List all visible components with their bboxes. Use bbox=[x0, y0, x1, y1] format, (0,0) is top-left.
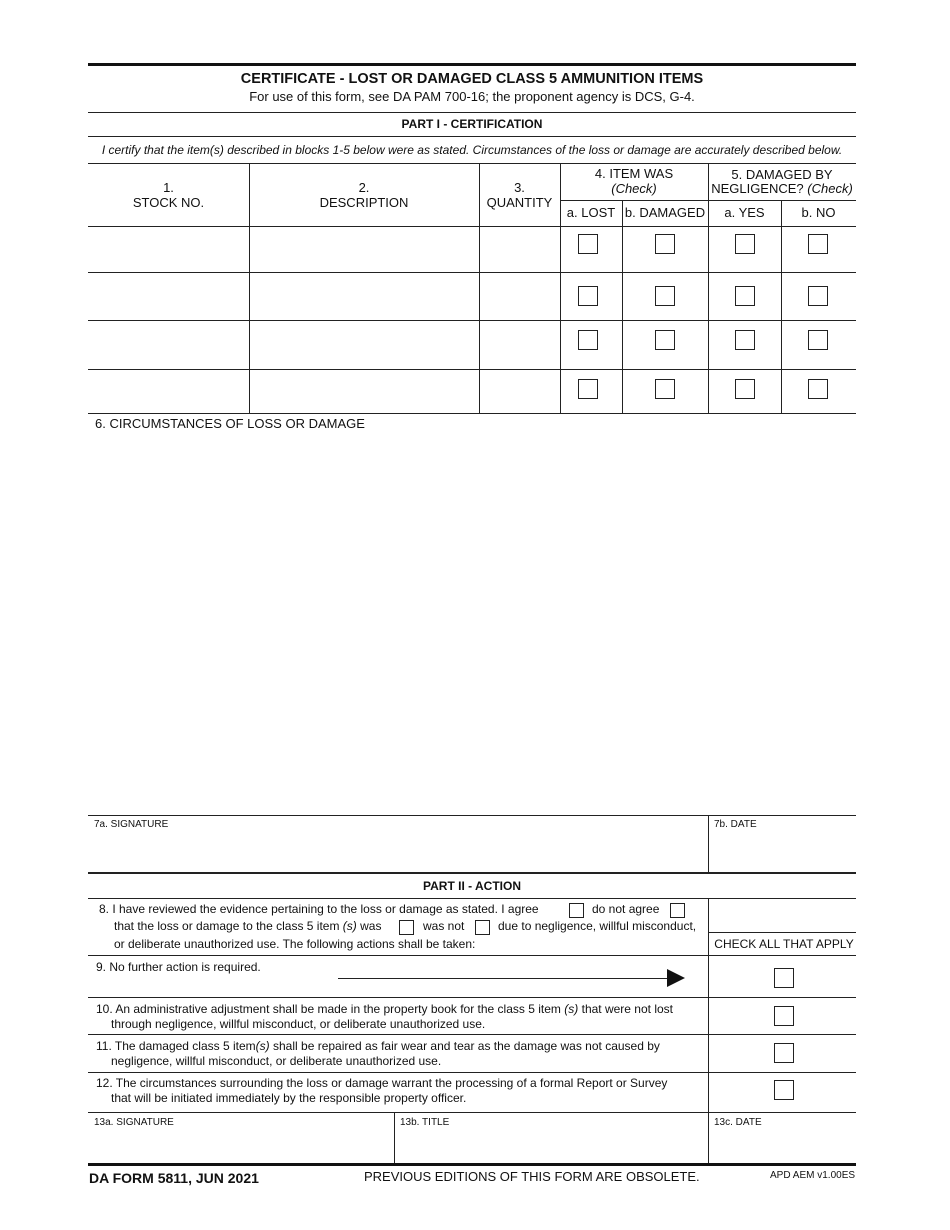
negligence-yes-checkbox-4[interactable] bbox=[735, 379, 755, 399]
lost-checkbox-4[interactable] bbox=[578, 379, 598, 399]
negligence-no-checkbox-3[interactable] bbox=[808, 330, 828, 350]
part2-heading: PART II - ACTION bbox=[423, 879, 521, 893]
report-of-survey-checkbox[interactable] bbox=[774, 1080, 794, 1100]
title-13b-field[interactable] bbox=[395, 1130, 707, 1162]
arrow-right-icon bbox=[667, 969, 687, 987]
damaged-checkbox-1[interactable] bbox=[655, 234, 675, 254]
block9-text: 9. No further action is required. bbox=[96, 960, 261, 974]
negligence-no-checkbox-4[interactable] bbox=[808, 379, 828, 399]
negligence-no-checkbox-2[interactable] bbox=[808, 286, 828, 306]
stock-no-input-3[interactable] bbox=[89, 321, 248, 368]
title-13b-label: 13b. TITLE bbox=[400, 1117, 450, 1128]
quantity-input-1[interactable] bbox=[480, 227, 559, 271]
agree-checkbox[interactable] bbox=[569, 903, 584, 918]
block8-line2a: that the loss or damage to the class 5 item (s) was bbox=[114, 919, 382, 933]
col3-header: 3. QUANTITY bbox=[486, 180, 553, 210]
obsolete-notice: PREVIOUS EDITIONS OF THIS FORM ARE OBSOLETE. bbox=[364, 1169, 700, 1184]
damaged-checkbox-3[interactable] bbox=[655, 330, 675, 350]
block8-line1: 8. I have reviewed the evidence pertaining to the loss or damage as stated. I agree bbox=[99, 902, 539, 916]
lost-checkbox-3[interactable] bbox=[578, 330, 598, 350]
description-input-1[interactable] bbox=[250, 227, 478, 271]
form-title: CERTIFICATE - LOST OR DAMAGED CLASS 5 AMMUNITION ITEMS bbox=[240, 71, 704, 87]
signature-13a-field[interactable] bbox=[89, 1130, 393, 1162]
block12-text: 12. The circumstances surrounding the loss or damage warrant the processing of a formal Report or Survey that will be initiated immediately by the responsible property officer. bbox=[96, 1076, 668, 1105]
lost-checkbox-2[interactable] bbox=[578, 286, 598, 306]
repair-fair-wear-checkbox[interactable] bbox=[774, 1043, 794, 1063]
part1-heading: PART I - CERTIFICATION bbox=[401, 117, 543, 131]
was-not-checkbox[interactable] bbox=[475, 920, 490, 935]
quantity-input-3[interactable] bbox=[480, 321, 559, 368]
col5-header: 5. DAMAGED BY NEGLIGENCE? (Check) bbox=[711, 167, 853, 196]
col4b-header: b. DAMAGED bbox=[624, 205, 706, 220]
damaged-checkbox-2[interactable] bbox=[655, 286, 675, 306]
block8-line3: or deliberate unauthorized use. The following actions shall be taken: bbox=[114, 937, 476, 951]
admin-adjustment-checkbox[interactable] bbox=[774, 1006, 794, 1026]
do-not-agree-checkbox[interactable] bbox=[670, 903, 685, 918]
stock-no-input-4[interactable] bbox=[89, 370, 248, 412]
certification-statement: I certify that the item(s) described in blocks 1-5 below were as stated. Circumstances of the loss or damage are accurately described below. bbox=[101, 143, 843, 157]
block8-line2c: due to negligence, willful misconduct, bbox=[498, 919, 697, 933]
date-7b-field[interactable] bbox=[709, 832, 855, 870]
quantity-input-4[interactable] bbox=[480, 370, 559, 412]
col5a-header: a. YES bbox=[724, 205, 765, 220]
form-id: DA FORM 5811, JUN 2021 bbox=[89, 1170, 259, 1186]
col5b-header: b. NO bbox=[801, 205, 836, 220]
col1-header: 1. STOCK NO. bbox=[132, 180, 205, 210]
check-all-label: CHECK ALL THAT APPLY bbox=[714, 937, 854, 951]
col2-header: 2. DESCRIPTION bbox=[319, 180, 409, 210]
was-checkbox[interactable] bbox=[399, 920, 414, 935]
date-13c-field[interactable] bbox=[709, 1130, 855, 1162]
description-input-2[interactable] bbox=[250, 273, 478, 319]
arrow-line bbox=[338, 978, 674, 979]
lost-checkbox-1[interactable] bbox=[578, 234, 598, 254]
col4a-header: a. LOST bbox=[566, 205, 616, 220]
date-13c-label: 13c. DATE bbox=[714, 1117, 762, 1128]
negligence-yes-checkbox-2[interactable] bbox=[735, 286, 755, 306]
stock-no-input-2[interactable] bbox=[89, 273, 248, 319]
do-not-agree-label: do not agree bbox=[592, 902, 660, 916]
description-input-4[interactable] bbox=[250, 370, 478, 412]
negligence-yes-checkbox-3[interactable] bbox=[735, 330, 755, 350]
quantity-input-2[interactable] bbox=[480, 273, 559, 319]
no-further-action-checkbox[interactable] bbox=[774, 968, 794, 988]
bottom-rule bbox=[88, 1163, 856, 1166]
circumstances-textarea[interactable] bbox=[89, 434, 855, 812]
top-rule bbox=[88, 63, 856, 66]
version-label: APD AEM v1.00ES bbox=[770, 1170, 856, 1181]
date-7b-label: 7b. DATE bbox=[714, 819, 757, 830]
was-not-label: was not bbox=[423, 919, 465, 933]
negligence-yes-checkbox-1[interactable] bbox=[735, 234, 755, 254]
circumstances-label: 6. CIRCUMSTANCES OF LOSS OR DAMAGE bbox=[95, 416, 365, 431]
block11-text: 11. The damaged class 5 item(s) shall be repaired as fair wear and tear as the damage was not caused by negligence, willful misconduct, or deliberate unauthorized use. bbox=[96, 1039, 660, 1068]
negligence-no-checkbox-1[interactable] bbox=[808, 234, 828, 254]
signature-7a-label: 7a. SIGNATURE bbox=[94, 819, 169, 830]
signature-13a-label: 13a. SIGNATURE bbox=[94, 1117, 174, 1128]
signature-7a-field[interactable] bbox=[89, 832, 707, 870]
form-subtitle: For use of this form, see DA PAM 700-16; the proponent agency is DCS, G-4. bbox=[249, 89, 695, 104]
block10-text: 10. An administrative adjustment shall be made in the property book for the class 5 item (s) that were not lost through negligence, willful misconduct, or deliberate unauthorized use. bbox=[96, 1002, 673, 1031]
damaged-checkbox-4[interactable] bbox=[655, 379, 675, 399]
col4-header: 4. ITEM WAS (Check) bbox=[594, 166, 674, 196]
description-input-3[interactable] bbox=[250, 321, 478, 368]
stock-no-input-1[interactable] bbox=[89, 227, 248, 271]
